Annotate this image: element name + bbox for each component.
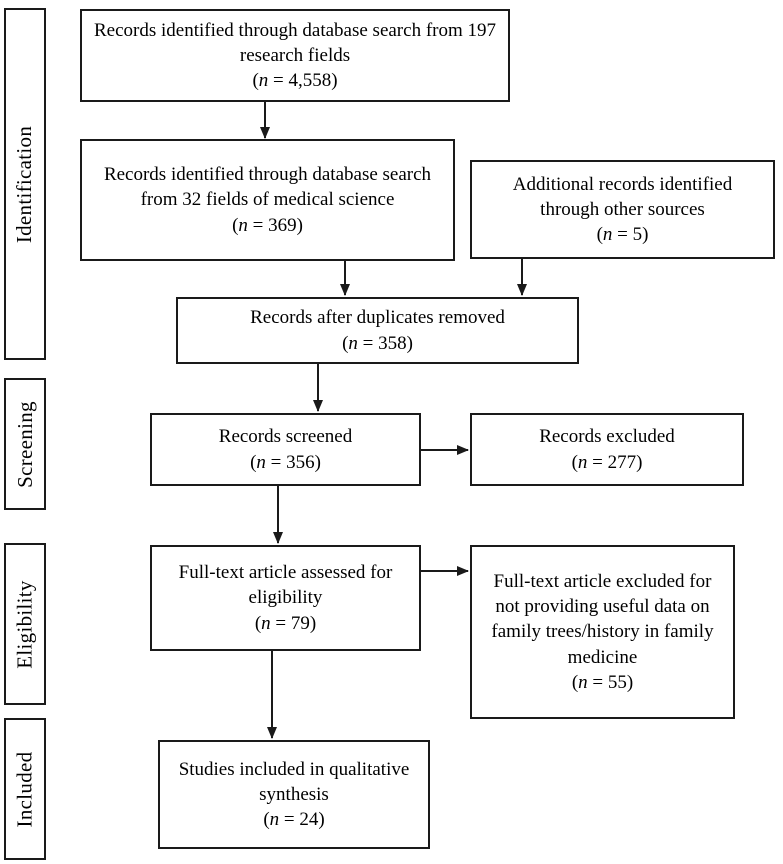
- box-n-count: (n = 24): [263, 809, 325, 831]
- box-duplicates-removed: [176, 297, 579, 364]
- box-label: Records excluded: [539, 426, 675, 448]
- box-label: Full-text article excluded for not providing useful data on family trees/history in family medicine: [491, 571, 714, 668]
- box-n-count: (n = 5): [596, 224, 649, 246]
- box-records-screened: [150, 413, 421, 486]
- stage-included-label: Included: [12, 751, 37, 827]
- stage-screening-label: Screening: [12, 400, 37, 488]
- box-additional-records: [470, 160, 775, 259]
- box-label: Records identified through database search from 197 research fields: [93, 19, 497, 66]
- box-studies-included: [158, 740, 430, 849]
- box-fulltext-excluded: [470, 545, 735, 719]
- box-n-count: (n = 4,558): [252, 70, 338, 92]
- box-label: Records screened: [218, 426, 353, 448]
- box-n-count: (n = 356): [250, 451, 321, 473]
- box-records-identified-197: [80, 9, 510, 102]
- box-label: Records identified through database search from 32 fields of medical science: [103, 164, 432, 211]
- box-n-count: (n = 369): [232, 214, 303, 236]
- box-records-excluded: [470, 413, 744, 486]
- stage-included: [4, 718, 46, 860]
- box-records-identified-32: [80, 139, 455, 261]
- box-label: Additional records identified through other sources: [512, 173, 733, 220]
- stage-eligibility: [4, 543, 46, 705]
- box-label: Studies included in qualitative synthesis: [178, 758, 410, 805]
- box-n-count: (n = 79): [254, 612, 317, 634]
- box-label: Records after duplicates removed: [250, 307, 505, 329]
- box-n-count: (n = 358): [342, 332, 413, 354]
- stage-identification: [4, 8, 46, 360]
- stage-identification-label: Identification: [12, 125, 37, 243]
- stage-screening: [4, 378, 46, 510]
- box-n-count: (n = 55): [571, 671, 634, 693]
- box-fulltext-assessed: [150, 545, 421, 651]
- box-n-count: (n = 277): [571, 451, 643, 473]
- box-label: Full-text article assessed for eligibility: [178, 562, 393, 609]
- stage-eligibility-label: Eligibility: [12, 579, 37, 669]
